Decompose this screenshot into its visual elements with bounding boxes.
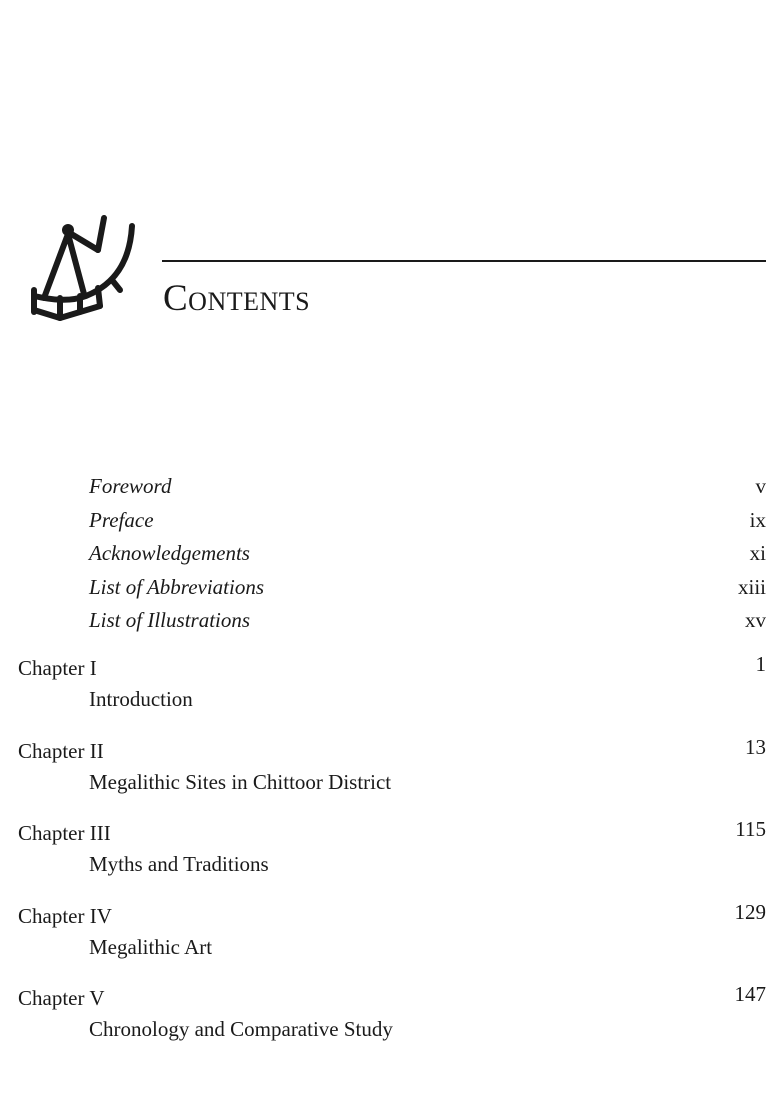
chapter-title: Myths and Traditions xyxy=(89,852,269,876)
front-matter-title: List of Abbreviations xyxy=(89,574,265,599)
front-matter-item xyxy=(0,474,780,508)
rock-art-emblem-icon xyxy=(26,210,141,325)
chapter-label: Chapter I xyxy=(18,656,97,680)
front-matter-page: v xyxy=(755,474,766,498)
front-matter-item xyxy=(0,575,780,609)
chapter-list xyxy=(0,652,780,1069)
heading-rule xyxy=(162,260,766,262)
chapter-page: 115 xyxy=(735,817,766,841)
front-matter-page: xiii xyxy=(737,574,766,599)
chapter-title: Megalithic Sites in Chittoor District xyxy=(89,769,392,794)
front-matter-title: Acknowledgements xyxy=(89,541,250,565)
chapter-entry xyxy=(0,817,780,904)
chapter-page: 13 xyxy=(745,734,766,759)
front-matter-item xyxy=(0,508,780,542)
front-matter-title: Foreword xyxy=(89,474,172,498)
chapter-label: Chapter III xyxy=(18,821,111,845)
chapter-entry xyxy=(0,982,780,1069)
chapter-title: Megalithic Art xyxy=(89,934,213,959)
chapter-title: Introduction xyxy=(89,687,193,711)
front-matter-item xyxy=(0,541,780,575)
chapter-title: Chronology and Comparative Study xyxy=(89,1017,393,1041)
chapter-page: 1 xyxy=(755,652,766,676)
chapter-entry xyxy=(0,652,780,739)
front-matter-list xyxy=(0,474,780,642)
front-matter-page: xi xyxy=(749,541,766,565)
chapter-entry xyxy=(0,899,780,987)
front-matter-title: List of Illustrations xyxy=(89,608,251,632)
chapter-label: Chapter IV xyxy=(18,903,112,928)
page-title: Contents xyxy=(163,278,311,319)
front-matter-title: Preface xyxy=(89,507,154,532)
chapter-label: Chapter V xyxy=(18,986,105,1010)
chapter-entry xyxy=(0,734,780,822)
front-matter-page: xv xyxy=(745,608,766,632)
front-matter-item xyxy=(0,608,780,642)
chapter-page: 129 xyxy=(734,899,766,924)
chapter-page: 147 xyxy=(734,982,766,1006)
front-matter-page: ix xyxy=(749,507,766,532)
chapter-label: Chapter II xyxy=(18,738,104,763)
